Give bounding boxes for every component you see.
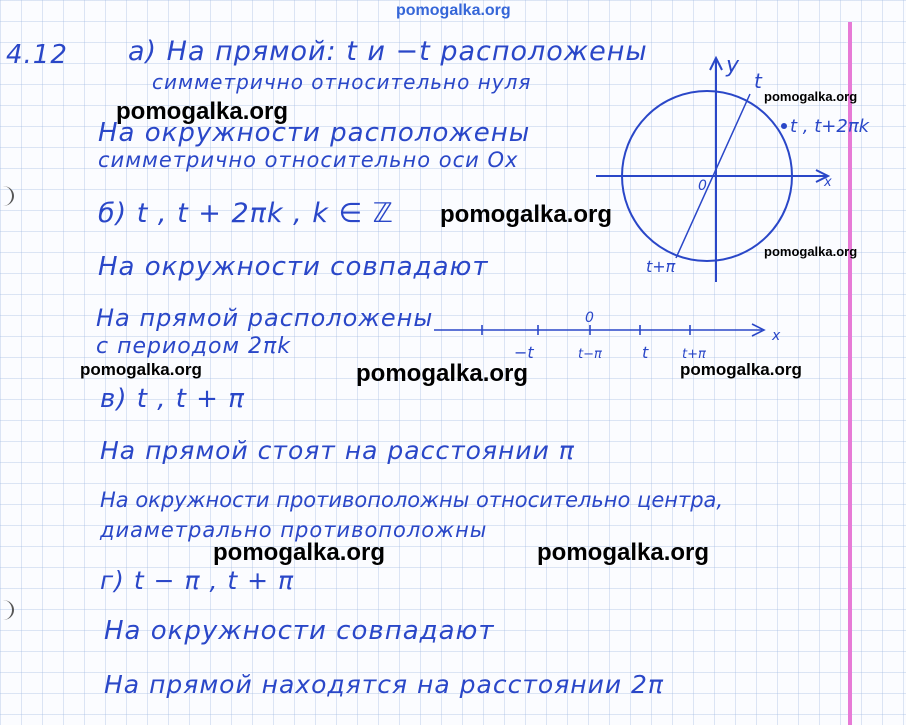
x-axis-label: x: [824, 175, 832, 190]
part-v-line-2: На прямой стоят на расстоянии π: [100, 436, 575, 465]
watermark-b: pomogalka.org: [440, 201, 613, 228]
watermark-a: pomogalka.org: [116, 98, 289, 125]
binder-hole: [0, 186, 14, 206]
part-g-line-2: На окружности совпадают: [104, 616, 495, 646]
point-t-pi-label: t+π: [646, 257, 676, 276]
part-a-line-1: а) На прямой: t и −t расположены: [128, 36, 648, 67]
tick-label: t+π: [682, 347, 706, 362]
part-a-line-2: симметрично относительно нуля: [152, 70, 532, 94]
part-v-line-1: в) t , t + π: [100, 384, 245, 414]
part-g-line-3: На прямой находятся на расстоянии 2π: [104, 670, 664, 699]
problem-number: 4.12: [6, 40, 68, 70]
tick-label: t: [642, 343, 649, 362]
watermark-circle-bottom: pomogalka.org: [764, 244, 858, 259]
tick-label: −t: [514, 343, 534, 362]
watermark-line-right: pomogalka.org: [680, 360, 802, 379]
part-a-line-4: симметрично относительно оси Ox: [98, 148, 519, 172]
watermark-top: pomogalka.org: [396, 2, 511, 19]
part-g-line-1: г) t − π , t + π: [100, 566, 295, 595]
x-axis-label: x: [772, 328, 781, 344]
part-a-line-3: На окружности расположены: [98, 118, 531, 148]
y-axis-label: y: [726, 53, 740, 78]
watermark-circle-top: pomogalka.org: [764, 89, 858, 104]
part-v-line-4: диаметрально противоположны: [100, 518, 488, 542]
watermark-line-center: pomogalka.org: [356, 360, 529, 387]
watermark-g-left: pomogalka.org: [213, 539, 386, 566]
number-line-figure: [428, 312, 788, 368]
part-v-line-3: На окружности противоположны относительно центра,: [100, 488, 724, 512]
point-t-label: t: [754, 69, 762, 93]
point-t-marker: [781, 123, 787, 129]
watermark-line-left: pomogalka.org: [80, 360, 202, 379]
origin-label: 0: [698, 178, 707, 194]
part-b-line-1: б) t , t + 2πk , k ∈ ℤ: [98, 198, 394, 229]
tick-label: t−π: [578, 347, 602, 362]
zero-label: 0: [585, 310, 594, 326]
part-b-line-2: На окружности совпадают: [98, 252, 489, 282]
part-b-line-4: с периодом 2πk: [96, 334, 291, 359]
binder-hole: [0, 600, 14, 620]
watermark-g-right: pomogalka.org: [537, 539, 710, 566]
point-t-2pik-label: t , t+2πk: [790, 116, 870, 137]
part-b-line-3: На прямой расположены: [96, 304, 434, 332]
